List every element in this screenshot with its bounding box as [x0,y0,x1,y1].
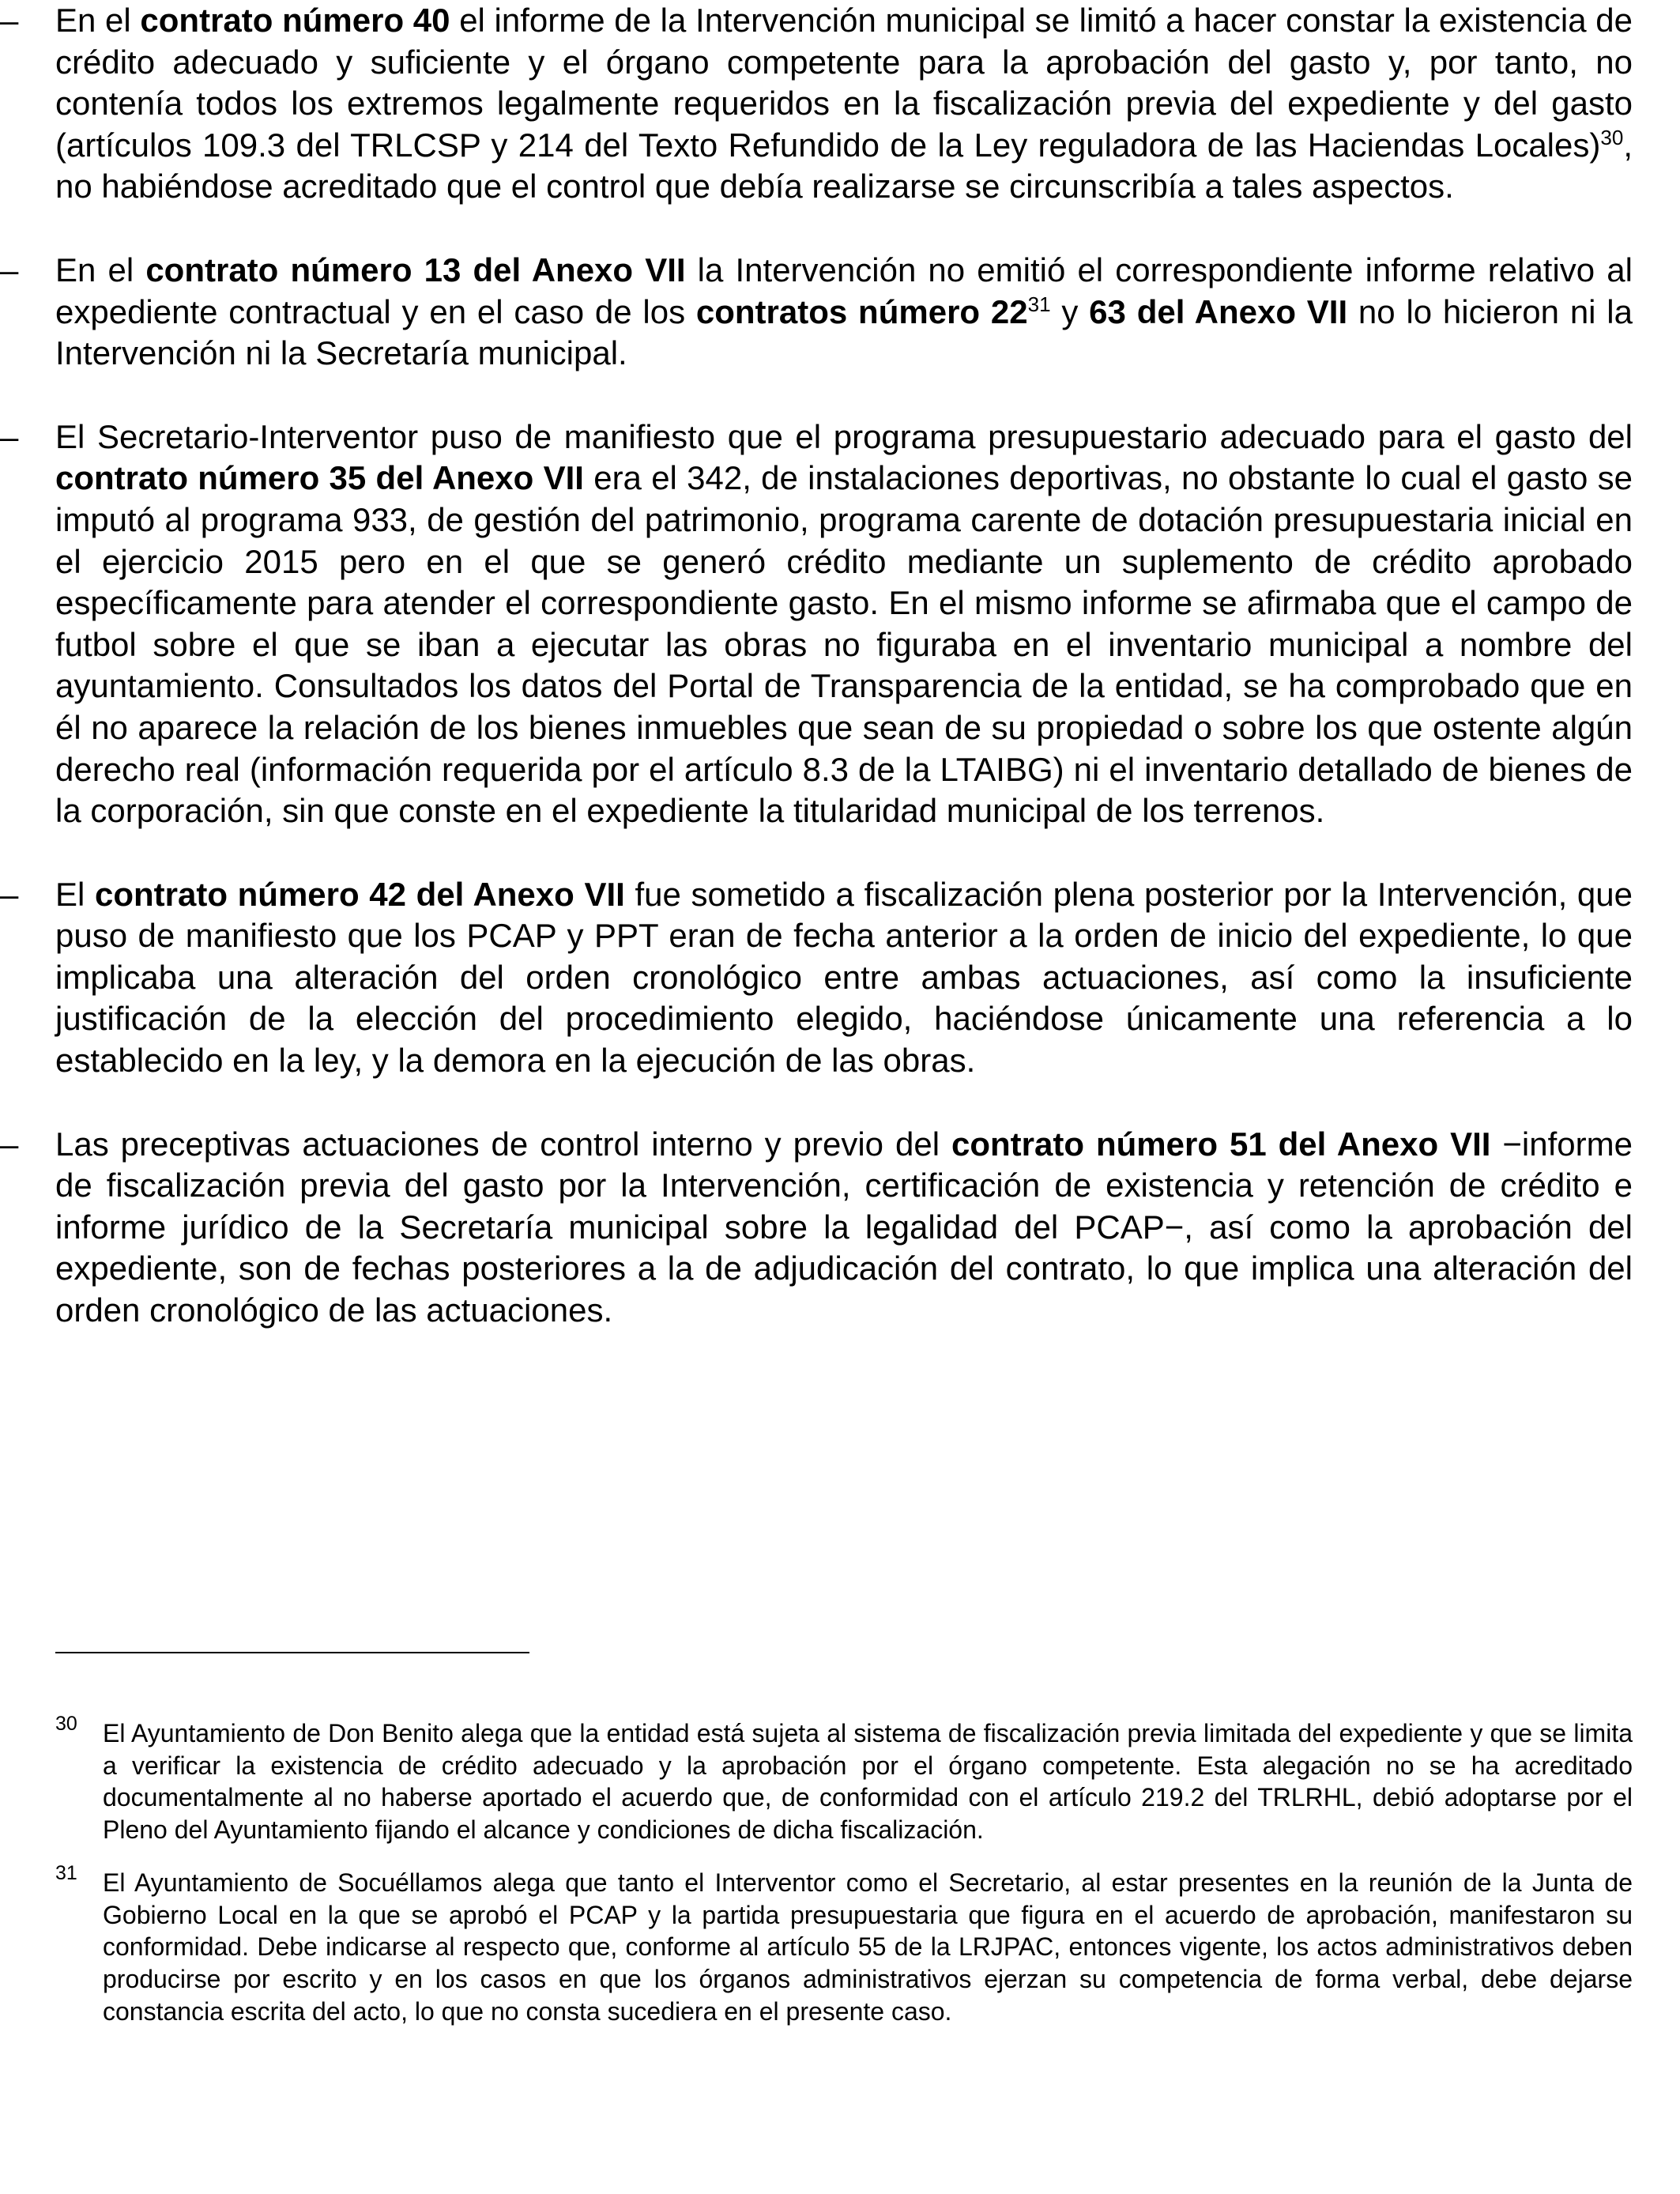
contract-reference: contrato número 51 del Anexo VII [951,1125,1491,1163]
finding-text: , no habiéndose acreditado que el control que debía realizarse se circunscribía a tales aspectos. [55,126,1633,205]
finding-item-contract-40 [0,0,1633,208]
footnote-31 [55,1861,1633,2028]
footnote-separator [55,1652,529,1653]
finding-item-contract-35 [0,417,1633,832]
dash-bullet: – [0,1125,19,1163]
finding-item-contract-51 [0,1124,1633,1332]
dash-bullet: – [0,2,19,39]
finding-text: El Secretario-Interventor puso de manifiesto que el programa presupuestario adecuado para el gasto del [55,417,1633,455]
contract-reference: contrato número 42 del Anexo VII [95,875,625,913]
finding-text: era el 342, de instalaciones deportivas, no obstante lo cual el gasto se imputó al programa 933, de gestión del patrimonio, programa carente de dotación presupuestaria inicial en el ejercicio 2015 pero en el que se generó crédito mediante un suplemento de crédito aprobado específicamente para atender el correspondiente gasto. En el mismo informe se afirmaba que el campo de futbol sobre el que se iban a ejecutar las obras no figuraba en el inventario municipal a nombre del ayuntamiento. Consultados los datos del Portal de Transparencia de la entidad, se ha comprobado que en él no aparece la relación de los bienes inmuebles que sean de su propiedad o sobre los que ostente algún derecho real (información requerida por el artículo 8.3 de la LTAIBG) ni el inventario detallado de bienes de la corporación, sin que conste en el expediente la titularidad municipal de los terrenos. [55,459,1633,830]
contract-reference: contrato número 13 del Anexo VII [145,251,686,288]
footnote-ref-31[interactable]: 31 [1027,292,1051,316]
finding-text: el informe de la Intervención municipal se limitó a hacer constar la existencia de crédito adecuado y suficiente y el órgano competente para la aprobación del gasto y, por tanto, no contenía todos los extremos legalmente requeridos en la fiscalización previa del expediente y del gasto (artículos 109.3 del TRLCSP y 214 del Texto Refundido de la Ley reguladora de las Haciendas Locales) [55,2,1633,164]
finding-text: no lo hicieron ni la Intervención ni la Secretaría municipal. [55,292,1633,372]
finding-text: Las preceptivas actuaciones de control interno y previo del [55,1125,952,1163]
footnote-number: 31 [55,1861,77,1884]
finding-text: y [1050,292,1090,330]
footnotes-section [55,1713,1633,2027]
finding-text: En el [55,2,141,39]
dash-bullet: – [0,875,19,913]
finding-text: fue sometido a fiscalización plena posterior por la Intervención, que puso de manifiesto que los PCAP y PPT eran de fecha anterior a la orden de inicio del expediente, lo que implicaba una alteración del orden cronológico entre ambas actuaciones, así como la insuficiente justificación de la elección del procedimiento elegido, haciéndose únicamente una referencia a lo establecido en la ley, y la demora en la ejecución de las obras. [55,875,1633,1080]
contract-reference: contrato número 40 [140,2,450,39]
finding-text: la Intervención no emitió el correspondiente informe relativo al expediente contractual y en el caso de los [55,251,1633,330]
footnote-text: El Ayuntamiento de Don Benito alega que la entidad está sujeta al sistema de fiscalización previa limitada del expediente y que se limita a verificar la existencia de crédito adecuado y la aprobación por el órgano competente. Esta alegación no se ha acreditado documentalmente al no haberse aportado el acuerdo que, de conformidad con el artículo 219.2 del TRLRHL, debió adoptarse por el Pleno del Ayuntamiento fijando el alcance y condiciones de dicha fiscalización. [103,1719,1633,1845]
footnote-number: 30 [55,1713,77,1735]
finding-text: En el [55,251,146,288]
contract-reference: contratos número 22 [695,292,1028,330]
footnote-ref-30[interactable]: 30 [1600,125,1624,149]
finding-text: −informe de fiscalización previa del gasto por la Intervención, certificación de existencia y retención de crédito e informe jurídico de la Secretaría municipal sobre la legalidad del PCAP−, así como la aprobación del expediente, son de fechas posteriores a la de adjudicación del contrato, lo que implica una alteración del orden cronológico de las actuaciones. [55,1125,1633,1329]
finding-item-contract-13 [0,250,1633,375]
contract-reference: 63 del Anexo VII [1089,292,1348,330]
footnote-text: El Ayuntamiento de Socuéllamos alega que tanto el Interventor como el Secretario, al estar presentes en la reunión de la Junta de Gobierno Local en la que se aprobó el PCAP y la partida presupuestaria que figura en el acuerdo de aprobación, manifestaron su conformidad. Debe indicarse al respecto que, conforme al artículo 55 de la LRJPAC, entonces vigente, los actos administrativos deben producirse por escrito y en los casos en que los órganos administrativos ejerzan su competencia de forma verbal, debe dejarse constancia escrita del acto, lo que no consta sucediera en el presente caso. [103,1868,1633,2026]
dash-bullet: – [0,251,19,288]
contract-reference: contrato número 35 del Anexo VII [55,459,584,497]
dash-bullet: – [0,417,19,455]
finding-item-contract-42 [0,874,1633,1082]
footnote-30 [55,1713,1633,1846]
finding-text: El [55,875,95,913]
